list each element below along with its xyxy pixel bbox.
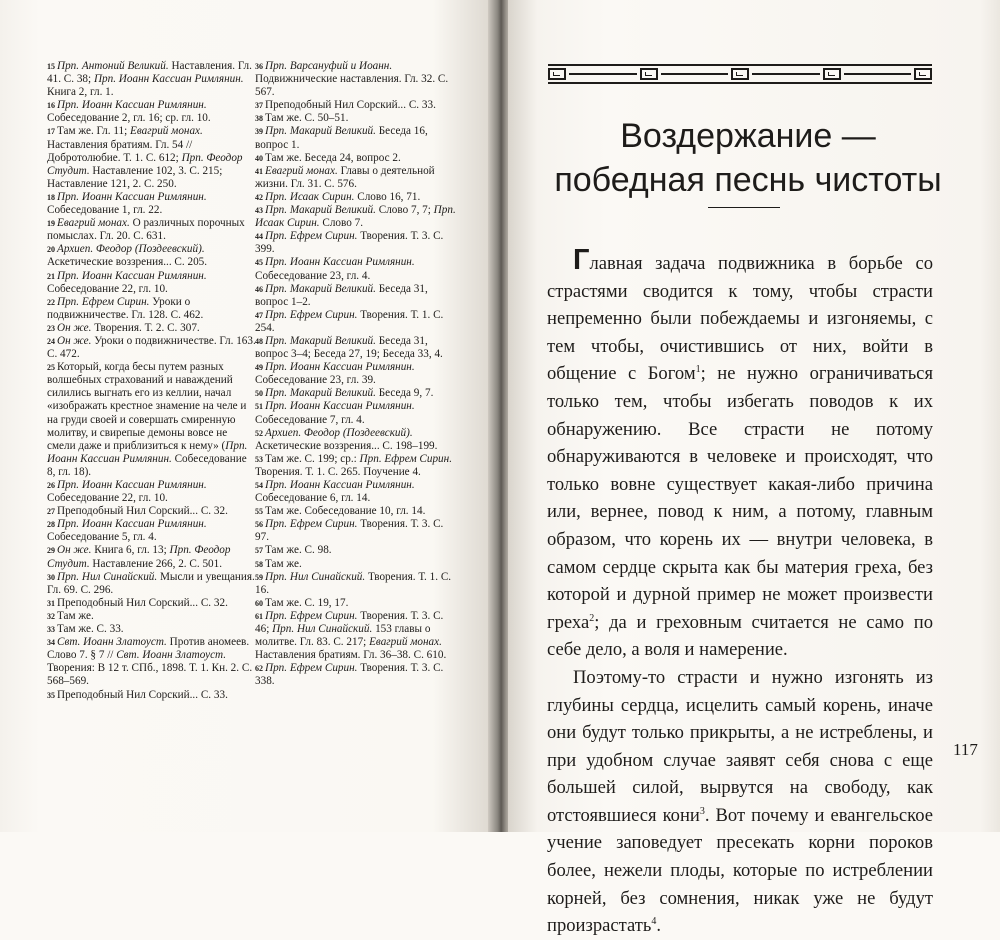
endnote-text: Прп. Антоний Великий. Наставления. Гл. 41. С. 38; Прп. Иоанн Кассиан Римлянин. Книга 2, гл. 1. [47,60,252,99]
endnote-18 [47,191,257,217]
endnote-number: 15 [47,62,55,71]
endnote-35 [47,689,257,702]
endnote-25 [47,361,257,479]
endnote-number: 43 [255,206,263,216]
endnote-number: 45 [255,258,263,268]
endnote-number: 53 [255,454,263,464]
endnote-17 [47,125,257,190]
endnote-33 [47,623,257,636]
endnote-36 [255,60,460,99]
endnote-number: 44 [255,232,263,242]
endnote-text: Он же. Творения. Т. 2. С. 307. [57,321,200,334]
endnote-26 [47,479,257,505]
endnote-text: Прп. Иоанн Кассиан Римлянин. Собеседование 6, гл. 14. [255,479,415,505]
endnote-number: 41 [255,166,263,176]
chapter-title [548,114,948,202]
endnote-number: 21 [47,271,55,281]
endnote-text: Там же. Гл. 11; Евагрий монах. Наставления братиям. Гл. 54 // Добротолюбие. Т. 1. С. 612; Прп. Феодор Студит. Наставление 102, 3. С. 215; Наставление 121, 2. С. 250. [47,125,243,190]
endnote-54 [255,479,460,505]
endnote-number: 35 [47,690,55,700]
endnote-text: Он же. Уроки о подвижничестве. Гл. 163. С. 472. [47,334,256,361]
endnote-number: 42 [255,192,263,202]
endnote-39 [255,125,460,151]
endnote-49 [255,361,460,387]
endnote-text: Преподобный Нил Сорский... С. 32. [57,505,228,518]
endnote-number: 62 [255,664,263,674]
endnote-text: Прп. Макарий Великий. Беседа 31, вопрос 3–4; Беседа 27, 19; Беседа 33, 4. [255,334,443,361]
endnote-text: Евагрий монах. О различных порочных помыслах. Гл. 20. С. 631. [47,217,245,243]
endnote-text: Там же. Беседа 24, вопрос 2. [265,151,401,164]
endnote-number: 30 [47,572,55,582]
endnote-text: Прп. Ефрем Сирин. Творения. Т. 3. С. 46; Прп. Нил Синайский. 153 главы о молитве. Гл. 83. С. 217; Евагрий монах. Наставления братиям. Гл. 36–38. С. 610. [255,609,447,662]
endnote-text: Прп. Макарий Великий. Беседа 9, 7. [265,387,434,400]
endnote-number: 46 [255,284,263,294]
endnote-text: Прп. Ефрем Сирин. Уроки о подвижничестве. Гл. 128. С. 462. [47,295,204,321]
endnote-text: Прп. Иоанн Кассиан Римлянин. Собеседование 23, гл. 4. [255,256,415,282]
endnote-text: Там же. С. 199; ср.: Прп. Ефрем Сирин. Творения. Т. 1. С. 265. Поучение 4. [255,452,452,478]
endnote-24 [47,335,257,361]
endnote-number: 27 [47,507,55,517]
endnote-text: Преподобный Нил Сорский... С. 33. [265,99,436,112]
drop-cap: Г [573,244,590,276]
page-number: 117 [953,740,978,759]
body-paragraph-2: Поэтому-то страсти и нужно изгонять из глубины сердца, исцелить самый корень, иначе они будут только прикрыты, а не истреблены, и при удобном случае заявят себя снова с еще большей силой, вырвутся на свободу, как отстоявшиеся кони$^3$. Вот почему и евангельское учение заповедует пресекать корни пороков более, нежели плоды, которые по истреблении корней, без сомнения, никак уже не будут произрастать$^4$. [547,666,933,937]
endnote-number: 60 [255,598,263,608]
endnote-text: Прп. Исаак Сирин. Слово 16, 71. [265,190,421,203]
endnote-31 [47,597,257,610]
endnote-number: 20 [47,245,55,255]
endnote-text: Прп. Иоанн Кассиан Римлянин. Собеседование 5, гл. 4. [47,518,207,544]
endnote-number: 39 [255,127,263,137]
endnote-number: 50 [255,389,263,399]
endnote-number: 32 [47,611,55,621]
endnote-number: 25 [47,363,55,373]
endnote-number: 47 [255,310,263,320]
endnote-text: Там же. С. 19, 17. [265,596,349,609]
endnote-number: 40 [255,153,263,163]
endnote-text: Прп. Иоанн Кассиан Римлянин. Собеседование 2, гл. 16; ср. гл. 10. [47,99,211,125]
endnote-22 [47,296,257,322]
endnote-number: 51 [255,402,263,412]
endnote-56 [255,518,460,544]
endnote-text: Прп. Макарий Великий. Беседа 31, вопрос 1–2. [255,282,428,308]
endnote-text: Там же. С. 98. [265,544,332,557]
endnote-16 [47,99,257,125]
endnote-55 [255,505,460,518]
endnote-text: Там же. [57,609,94,622]
endnote-text: Евагрий монах. Главы о деятельной жизни. Гл. 31. С. 576. [255,164,435,190]
endnote-text: Прп. Ефрем Сирин. Творения. Т. 3. С. 338. [255,662,444,688]
endnote-number: 57 [255,546,263,556]
endnote-52 [255,427,460,453]
endnote-40 [255,152,460,165]
endnote-text: Прп. Иоанн Кассиан Римлянин. Собеседование 23, гл. 39. [255,361,415,387]
endnote-51 [255,400,460,426]
endnote-text: Там же. С. 50–51. [265,112,349,125]
endnote-text: Свт. Иоанн Златоуст. Против аномеев. Слово 7. § 7 // Свт. Иоанн Златоуст. Творения: В 12 т. СПб., 1898. Т. 1. Кн. 2. С. 568–569. [47,636,253,688]
endnote-number: 55 [255,507,263,517]
endnote-text: Прп. Иоанн Кассиан Римлянин. Собеседование 7, гл. 4. [255,400,415,426]
endnote-number: 17 [47,127,55,137]
endnote-29 [47,544,257,570]
endnotes-column-1 [47,60,257,702]
endnote-30 [47,571,257,597]
endnote-text: Преподобный Нил Сорский... С. 33. [57,688,228,701]
endnote-text: Прп. Макарий Великий. Беседа 16, вопрос 1. [255,125,428,151]
endnote-number: 22 [47,297,55,307]
endnote-20 [47,243,257,269]
endnote-number: 19 [47,219,55,229]
endnote-text: Прп. Ефрем Сирин. Творения. Т. 3. С. 97. [255,518,444,544]
endnote-61 [255,610,460,662]
endnote-60 [255,597,460,610]
endnote-59 [255,571,460,597]
endnote-number: 24 [47,336,55,346]
endnote-text: Архиеп. Феодор (Поздеевский). Аскетические воззрения... С. 198–199. [255,426,438,452]
endnote-number: 33 [47,625,55,635]
endnote-38 [255,112,460,125]
endnote-28 [47,518,257,544]
endnote-number: 31 [47,598,55,608]
endnote-42 [255,191,460,204]
endnotes-column-2 [255,60,460,689]
endnote-15 [47,60,257,99]
endnote-43 [255,204,460,230]
endnote-57 [255,544,460,557]
left-page [0,0,492,832]
meander-ornament-icon [731,68,749,80]
endnote-44 [255,230,460,256]
endnote-text: Прп. Иоанн Кассиан Римлянин. Собеседование 22, гл. 10. [47,479,207,505]
endnote-number: 34 [47,638,55,648]
endnote-27 [47,505,257,518]
endnote-number: 56 [255,520,263,530]
endnote-text: Преподобный Нил Сорский... С. 32. [57,596,228,609]
endnote-47 [255,309,460,335]
endnote-number: 29 [47,546,55,556]
endnote-number: 16 [47,101,55,111]
endnote-50 [255,387,460,400]
endnote-number: 23 [47,323,55,333]
meander-ornament-icon [823,68,841,80]
endnote-number: 54 [255,481,263,490]
endnote-37 [255,99,460,112]
meander-ornament-icon [640,68,658,80]
endnote-number: 59 [255,572,263,582]
endnote-text: Прп. Ефрем Сирин. Творения. Т. 3. С. 399. [255,230,444,256]
endnote-23 [47,322,257,335]
meander-ornament-icon [914,68,932,80]
endnote-46 [255,283,460,309]
endnote-41 [255,165,460,191]
endnote-text: Архиеп. Феодор (Поздеевский). Аскетические воззрения... С. 205. [47,243,208,269]
endnote-number: 18 [47,192,55,202]
endnote-text: Там же. [265,557,302,570]
endnote-number: 58 [255,559,263,569]
chapter-title-line-2: победная песнь чистоты [554,161,942,199]
chapter-body-text [547,244,933,940]
body-paragraph-1: Главная задача подвижника в борьбе со страстями сводится к тому, чтобы страсти непременно были побеждаемы и изгоняемы, с тем чтобы, очистившись от них, войти в общение с Богом$^1$; не нужно ограничиваться только тем, чтобы избегать поводов к их обнаружению. Все страсти не потому обнаруживаются в человеке и происходят, что только вовне существует какая-либо причина или, вернее, повод к ним, а потому, главным образом, что корень их — внутри человека, в самом сердце скрыта как бы материя греха, без которой и дурной пример не может произвести греха$^2$; да и греховным считается не само по себе дело, а воля и намерение. [547,244,933,661]
endnote-number: 61 [255,611,263,621]
endnote-text: Там же. С. 33. [57,623,124,636]
chapter-title-line-1: Воздержание — [620,117,876,155]
endnote-text: Он же. Книга 6, гл. 13; Прп. Феодор Студит. Наставление 266, 2. С. 501. [47,544,231,570]
endnote-number: 48 [255,336,263,346]
endnote-text: Прп. Иоанн Кассиан Римлянин. Собеседование 1, гл. 22. [47,190,207,217]
meander-ornament-icon [548,68,566,80]
endnote-text: Там же. Собеседование 10, гл. 14. [265,505,426,518]
endnote-58 [255,558,460,571]
endnote-21 [47,270,257,296]
endnote-19 [47,217,257,243]
endnote-number: 26 [47,481,55,490]
endnote-number: 28 [47,520,55,530]
endnote-number: 38 [255,114,263,124]
endnote-text: Прп. Макарий Великий. Слово 7, 7; Прп. Исаак Сирин. Слово 7. [255,204,456,230]
endnote-number: 36 [255,62,263,71]
endnote-text: Прп. Ефрем Сирин. Творения. Т. 1. С. 254. [255,308,444,334]
endnote-text: Прп. Иоанн Кассиан Римлянин. Собеседование 22, гл. 10. [47,269,207,295]
endnote-62 [255,662,460,688]
endnote-number: 49 [255,363,263,373]
endnote-48 [255,335,460,361]
title-divider [708,207,780,208]
endnote-text: Который, когда бесы путем разных волшебных страхований и наваждений силились выгнать его из келлии, начал «изображать крестное знамение на челе и на груди своей и совершать смиренную молитву, и свирепые демоны вовсе не смели даже и приблизиться к нему» (Прп. Иоанн Кассиан Римлянин. Собеседование 8, гл. 18). [47,361,248,478]
endnote-32 [47,610,257,623]
endnote-34 [47,636,257,688]
endnote-text: Прп. Варсануфий и Иоанн. Подвижнические наставления. Гл. 32. С. 567. [255,60,449,99]
endnote-text: Прп. Нил Синайский. Мысли и увещания. Гл. 69. С. 296. [47,570,255,596]
endnote-53 [255,453,460,479]
chapter-ornament [548,64,932,84]
endnote-number: 37 [255,101,263,111]
endnote-number: 52 [255,428,263,438]
endnote-text: Прп. Нил Синайский. Творения. Т. 1. С. 16. [255,570,452,596]
endnote-45 [255,256,460,282]
